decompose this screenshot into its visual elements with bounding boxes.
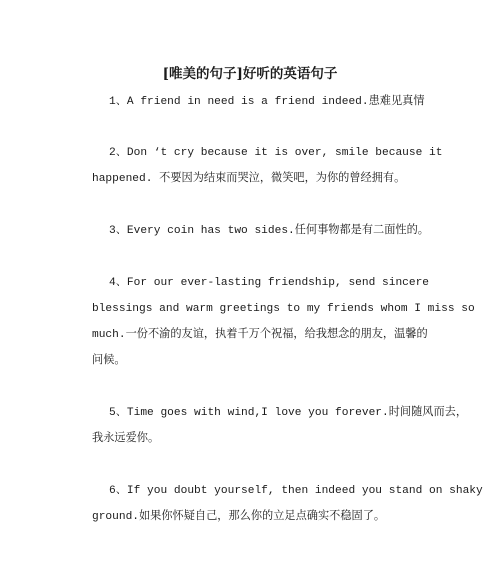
sentence-1 [75,89,445,115]
sentence-6-line-2: ground.如果你怀疑自己，那么你的立足点确实不稳固了。 [92,511,386,523]
sentence-2-line-2: happened. 不要因为结束而哭泣，微笑吧，为你的曾经拥有。 [92,173,406,185]
sentence-3-line-1: 3、Every coin has two sides.任何事物都是有二面性的。 [109,225,429,237]
sentence-4-line-1: 4、For our ever-lasting friendship, send sincere [109,277,430,289]
sentence-6 [75,478,483,530]
sentence-5-line-2: 我永远爱你。 [92,433,160,445]
sentence-3 [75,218,445,244]
sentence-4-line-4: 问候。 [92,355,126,367]
sentence-5-line-1: 5、Time goes with wind,I love you forever.时间随风而去， [109,407,468,419]
sentence-2-line-1: 2、Don ‘t cry because it is over, smile because it [109,147,443,159]
document-title: [唯美的句子]好听的英语句子 [162,66,338,82]
sentence-6-line-1: 6、If you doubt yourself, then indeed you stand on shaky [109,485,483,497]
sentence-4 [75,270,475,374]
sentence-5 [75,400,468,452]
sentence-1-line-1: 1、A friend in need is a friend indeed.患难见真情 [109,96,425,108]
sentence-2 [75,140,445,192]
sentence-4-line-2: blessings and warm greetings to my friends whom I miss so [92,303,475,315]
sentence-4-line-3: much.一份不渝的友谊，执着千万个祝福，给我想念的朋友，温馨的 [92,329,428,341]
